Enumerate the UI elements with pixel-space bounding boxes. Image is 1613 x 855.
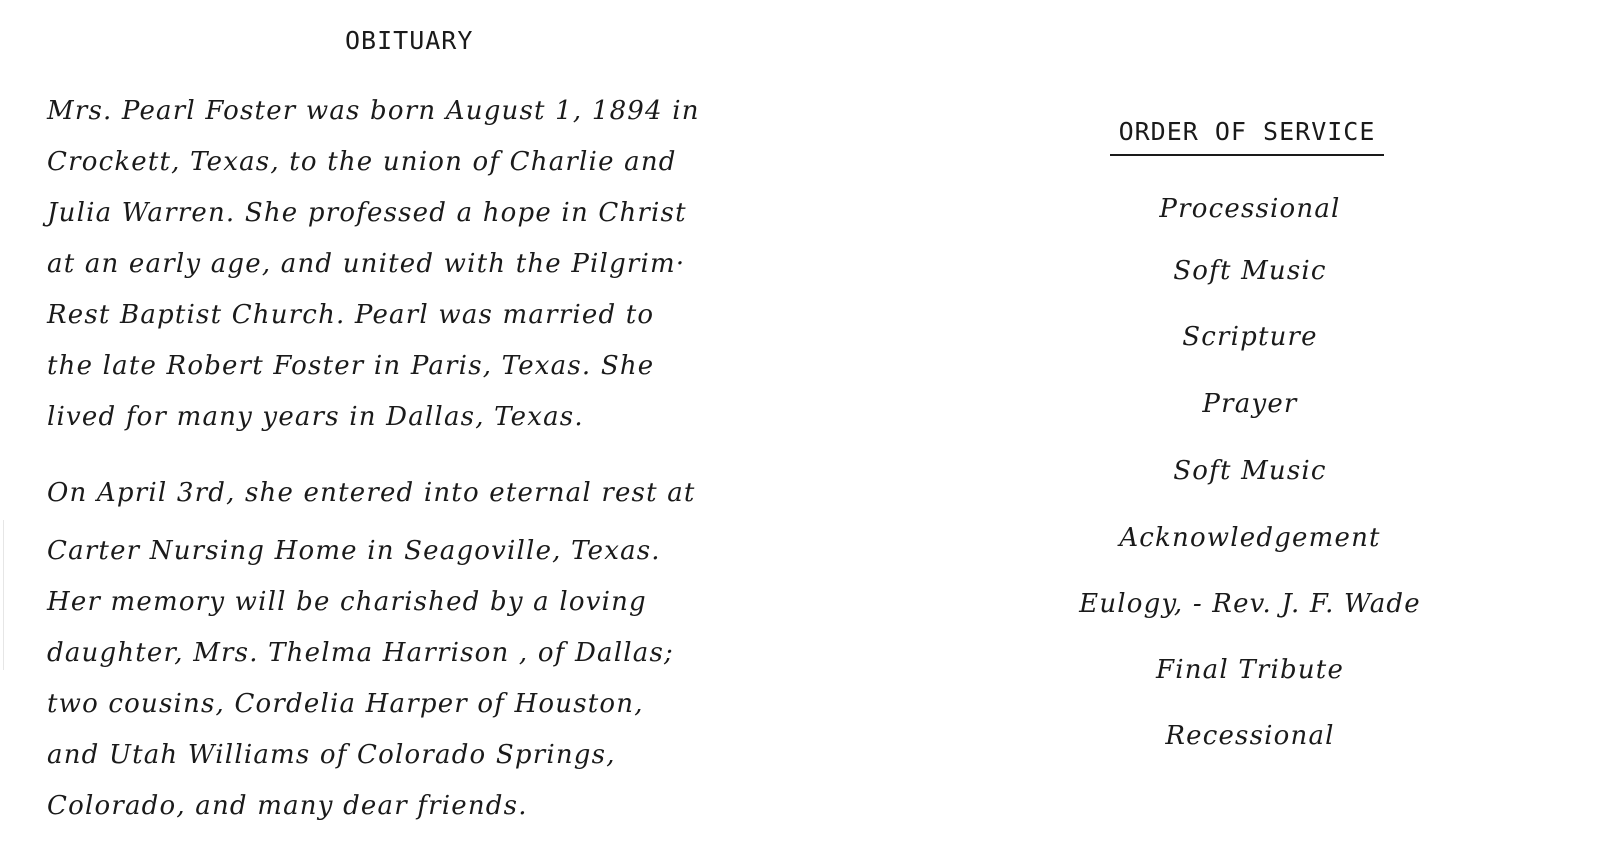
obituary-paragraph-2 <box>47 468 847 832</box>
text-line: at an early age, and united with the Pilgrim· <box>47 249 686 279</box>
service-item: Recessional <box>1165 721 1335 751</box>
service-item: Eulogy, - Rev. J. F. Wade <box>1079 589 1421 619</box>
service-item: Final Tribute <box>1155 655 1345 685</box>
text-line: and Utah Williams of Colorado Springs, <box>47 740 616 770</box>
text-line: Crockett, Texas, to the union of Charlie and <box>47 147 677 177</box>
text-line: On April 3rd, she entered into eternal rest at <box>47 478 696 508</box>
service-item: Scripture <box>1182 322 1318 352</box>
text-line: daughter, Mrs. Thelma Harrison , of Dallas; <box>47 638 674 668</box>
service-item: Acknowledgement <box>1119 523 1381 553</box>
obituary-paragraph-1 <box>47 86 847 443</box>
text-line: lived for many years in Dallas, Texas. <box>47 402 584 432</box>
text-line: Julia Warren. She professed a hope in Christ <box>47 198 687 228</box>
service-item: Prayer <box>1202 389 1298 419</box>
text-line: Rest Baptist Church. Pearl was married to <box>47 300 655 330</box>
service-item: Soft Music <box>1173 256 1327 286</box>
obituary-title: OBITUARY <box>345 26 474 55</box>
text-line: two cousins, Cordelia Harper of Houston, <box>47 689 644 719</box>
text-line: Colorado, and many dear friends. <box>47 791 528 821</box>
service-item: Soft Music <box>1173 456 1327 486</box>
order-of-service-section <box>1040 0 1460 855</box>
service-item: Processional <box>1159 194 1341 224</box>
scan-edge-mark <box>3 520 4 670</box>
text-line: Mrs. Pearl Foster was born August 1, 1894 in <box>47 96 700 126</box>
order-of-service-title: ORDER OF SERVICE <box>1110 117 1384 156</box>
text-line: the late Robert Foster in Paris, Texas. She <box>47 351 655 381</box>
text-line: Her memory will be charished by a loving <box>47 587 647 617</box>
text-line: Carter Nursing Home in Seagoville, Texas. <box>47 536 661 566</box>
